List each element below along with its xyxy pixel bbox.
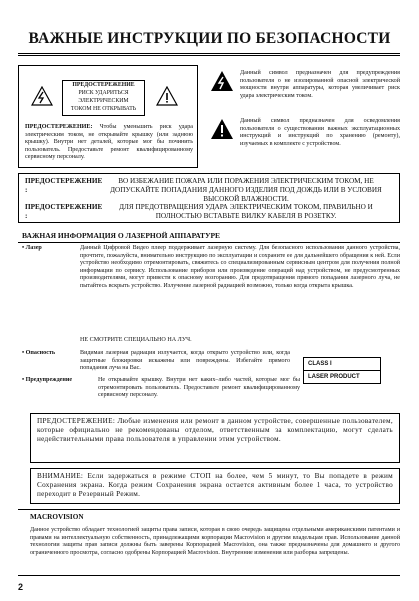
- caution-heading: ПРЕДОСТЕРЕЖЕНИЕ: [72, 82, 135, 88]
- lightning-warning-icon: [31, 86, 53, 106]
- plug-warning-text: ДЛЯ ПРЕДОТВРАЩЕНИЯ УДАРА ЭЛЕКТРИЧЕСКИМ ТОКОМ, ПРАВИЛЬНО И ПОЛНОСТЬЮ ВСТАВЬТЕ ВИЛКУ КАБЕЛЯ В РОЗЕТКУ.: [119, 203, 373, 220]
- warning-label: • Предупреждение: [22, 377, 73, 383]
- title-underline: [18, 53, 400, 54]
- plug-warning-label: ПРЕДОСТЕРЕЖЕНИЕ :: [25, 203, 103, 220]
- fire-warning-label: ПРЕДОСТЕРЕЖЕНИЕ :: [25, 177, 103, 194]
- page-title: ВАЖНЫЕ ИНСТРУКЦИИ ПО БЕЗОПАСНОСТИ: [28, 30, 391, 47]
- caution-label-box: [62, 80, 145, 116]
- stop-mode-notice: ВНИМАНИЕ: Если задержаться в режиме СТОП на более, чем 5 минут, то Вы попадете в режим Сохранения экрана. Когда режим Сохранения экрана остается активным более 1 часа, то устройство переходит в Резервный Режим.: [30, 468, 400, 504]
- exclamation-symbol-text: Данный символ предназначен для осведомления пользователя о существовании важных эксплуатационных инструкций и инструкций по хранению (ремонту), изучаемых в комплекте с устройством.: [240, 118, 400, 147]
- caution-line-2: ЭЛЕКТРИЧЕСКИМ: [78, 98, 129, 104]
- laser-note: НЕ СМОТРИТЕ СПЕЦИАЛЬНО НА ЛУЧ.: [80, 337, 192, 343]
- plug-warning: [25, 203, 395, 221]
- fire-warning-text: ВО ИЗБЕЖАНИЕ ПОЖАРА ИЛИ ПОРАЖЕНИЯ ЭЛЕКТРИЧЕСКИМ ТОКОМ, НЕ ДОПУСКАЙТЕ ПОПАДАНИЯ ДАННОГО ИЗДЕЛИЯ ПОД ДОЖДЬ ИЛИ В УСЛОВИЯ ВЫСОКОЙ ВЛАЖНОСТИ.: [110, 177, 382, 203]
- macrovision-text: Данное устройство обладает технологией защиты права записи, которая в свою очередь защищена отдельными американскими патентами и правами на интеллектуальную собственность, принадлежащими корпорации Macrovision и другим владельцам прав. Использование данной технологии защиты прав записи должны быть заверены Корпорацией Macrovision, она также предназначены для домашнего и другого ограниченного просмотра, согласно одобрены Корпорацией Macrovision. Внутренние изменения или разборка запрещены.: [30, 527, 400, 556]
- caution-line-1: РИСК УДАРИТЬСЯ: [78, 90, 129, 96]
- page-number: 2: [18, 582, 24, 592]
- title-underline-2: [18, 55, 400, 56]
- warning-panel: [18, 173, 400, 223]
- caution-note-label: ПРЕДОСТЕРЕЖЕНИЕ:: [25, 124, 93, 130]
- warning-text: Не открывайте крышку. Внутри нет каких–либо частей, которые мог бы отремонтировать пользователь. Предоставьте ремонт квалифицированному сервисному персоналу.: [98, 377, 300, 399]
- laser-product-label: LASER PRODUCT: [303, 371, 381, 384]
- lightning-symbol-icon: [210, 70, 234, 92]
- macrovision-bottom-rule: [18, 575, 400, 576]
- laser-label: • Лазер: [22, 245, 42, 251]
- modification-notice: ПРЕДОСТЕРЕЖЕНИЕ: Любые изменения или ремонт в данном устройстве, совершенные пользователем, которые официально не рекомендованы отделом, ответственным за комплектацию, могут сделать недействительными права пользователя в управлении этим устройством.: [30, 413, 400, 463]
- laser-class-label: [303, 357, 381, 384]
- caution-note: [25, 124, 193, 162]
- macrovision-heading: MACROVISION: [30, 513, 84, 521]
- fire-warning: [25, 177, 395, 204]
- lightning-symbol-text: Данный символ предназначен для предупреждения пользователя о не изолированной опасной электрической мощности внутри аппаратуры, которая увеличивает риск удара электрическим током.: [240, 70, 400, 99]
- caution-note-text: Чтобы уменьшить риск удара электрическим током, не открывайте крышку (или заднюю крышку). Внутри нет деталей, которые мог бы починить пользователь. Предоставьте ремонт квалифицированному сервисному персоналу.: [25, 124, 193, 161]
- laser-heading: ВАЖНАЯ ИНФОРМАЦИЯ О ЛАЗЕРНОЙ АППАРАТУРЕ: [22, 231, 221, 240]
- danger-label: • Опасность: [22, 350, 56, 356]
- class-label: CLASS I: [303, 357, 381, 371]
- macrovision-top-rule: [18, 509, 400, 510]
- exclamation-warning-icon: [156, 86, 178, 106]
- caution-line-3: ТОКОМ НЕ ОТКРЫВАТЬ: [70, 106, 137, 112]
- exclamation-symbol-icon: [210, 118, 234, 140]
- danger-text: Видимая лазерная радиация излучается, когда открыто устройство или, когда защитные блокировки искажены или повреждены. Избегайте прямого попадания луча на Вас.: [80, 350, 290, 372]
- laser-heading-rule: [18, 242, 400, 243]
- caution-panel: [18, 65, 198, 168]
- laser-text: Данный Цифровой Видео плеер поддерживает лазерную систему. Для безопасного использования данного устройства, прочтите, пожалуйста, внимательно инструкцию по эксплуатации и сохраните ее для дальнейшего обращения к ней. Если устройство необходимо отремонтировать, свяжитесь со специализированным сервисным центром для получения полной информации по сервису. Использование приборов или произведение операций над устройством, не предусмотренных производителями, могут привести к опасному возгоранию. Для предотвращения прямого попадания лазерного луча, не пытайтесь вскрыть устройство. Излучение лазерной радиацией возможно, только когда открыта крышка.: [80, 245, 400, 289]
